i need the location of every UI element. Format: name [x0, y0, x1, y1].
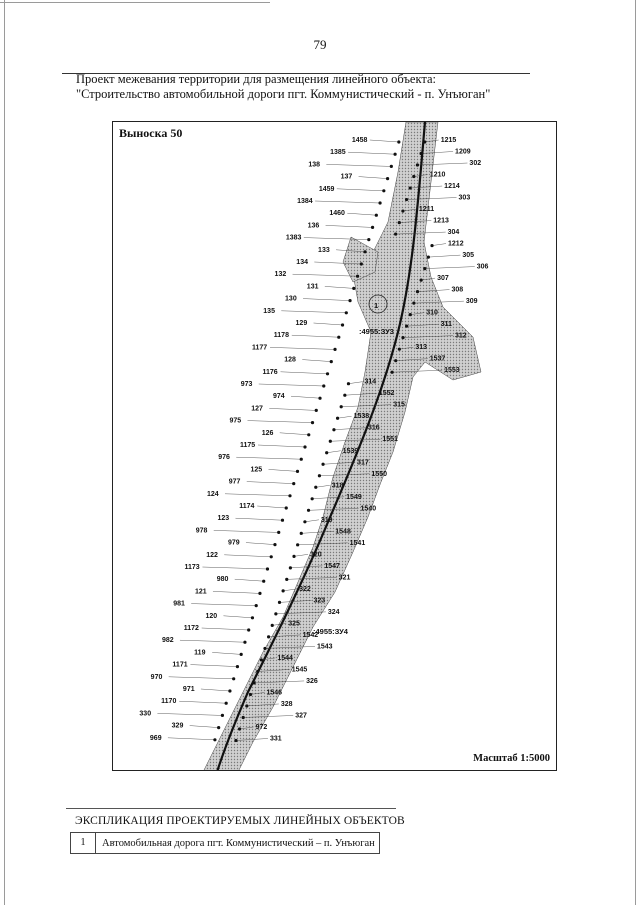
leader-line — [337, 189, 384, 191]
point-label-318: 318 — [331, 482, 344, 490]
leader-line — [236, 457, 301, 459]
boundary-point — [367, 238, 370, 241]
leader-line — [224, 555, 271, 557]
boundary-point — [398, 348, 401, 351]
point-label-1541: 1541 — [349, 539, 366, 547]
boundary-point — [258, 592, 261, 595]
boundary-point — [266, 567, 269, 570]
leader-line — [201, 689, 230, 691]
point-label-136: 136 — [307, 222, 320, 230]
boundary-point — [360, 262, 363, 265]
point-label-975: 975 — [229, 417, 242, 425]
leader-line — [303, 299, 350, 301]
point-label-1548: 1548 — [335, 528, 351, 536]
leader-line — [190, 665, 237, 667]
point-label-1171: 1171 — [172, 661, 188, 669]
leader-line — [214, 530, 279, 532]
leader-line — [180, 640, 245, 642]
leader-line — [325, 286, 354, 288]
point-label-327: 327 — [295, 712, 307, 720]
point-label-328: 328 — [280, 700, 293, 708]
boundary-point — [271, 624, 274, 627]
boundary-point — [277, 531, 280, 534]
boundary-point — [311, 497, 314, 500]
legend-row-text: Автомобильная дорога пгт. Коммунистический – п. Унъюган — [102, 837, 375, 849]
point-label-134: 134 — [296, 259, 308, 266]
boundary-point — [285, 578, 288, 581]
boundary-point — [236, 665, 239, 668]
leader-line — [169, 677, 234, 679]
boundary-point — [292, 555, 295, 558]
title-line-2: "Строительство автомобильной дороги пгт. Коммунистический - п. Унъюган" — [76, 87, 491, 101]
point-label-976: 976 — [218, 454, 230, 462]
point-label-324: 324 — [327, 608, 340, 616]
boundary-point — [427, 255, 430, 258]
point-label-1552: 1552 — [378, 390, 395, 398]
leader-line — [213, 591, 260, 593]
boundary-point — [375, 214, 378, 217]
boundary-point — [386, 177, 389, 180]
point-label-122: 122 — [206, 551, 218, 559]
boundary-point — [336, 417, 339, 420]
point-label-310: 310 — [426, 309, 438, 317]
point-label-1213: 1213 — [433, 217, 449, 225]
boundary-point — [423, 140, 426, 143]
boundary-point — [267, 635, 270, 638]
boundary-point — [401, 336, 404, 339]
leader-line — [235, 518, 282, 520]
leader-line — [258, 445, 305, 447]
point-label-1540: 1540 — [360, 505, 377, 513]
point-label-130: 130 — [285, 295, 297, 303]
boundary-point — [228, 689, 231, 692]
leader-line — [316, 485, 330, 487]
point-label-316: 316 — [367, 424, 380, 432]
leader-line — [305, 520, 319, 522]
leader-line — [269, 408, 316, 410]
boundary-point — [263, 647, 266, 650]
boundary-point — [352, 287, 355, 290]
leader-line — [291, 396, 320, 398]
legend-rule — [66, 808, 396, 809]
point-label-305: 305 — [462, 252, 475, 260]
boundary-point — [300, 532, 303, 535]
point-label-126: 126 — [261, 429, 274, 437]
point-label-135: 135 — [263, 307, 275, 315]
title-line-1: Проект межевания территории для размещения линейного объекта: — [76, 72, 436, 86]
boundary-point — [405, 198, 408, 201]
point-label-1544: 1544 — [277, 654, 293, 662]
boundary-point — [329, 440, 332, 443]
boundary-point — [213, 738, 216, 741]
point-label-1210: 1210 — [429, 171, 446, 179]
point-label-323: 323 — [313, 597, 326, 605]
scan-edge-left — [4, 0, 5, 905]
leader-line — [348, 152, 395, 154]
point-label-973: 973 — [240, 381, 253, 388]
leader-line — [191, 604, 256, 606]
boundary-point — [347, 382, 350, 385]
leader-line — [327, 451, 341, 453]
boundary-point — [416, 290, 419, 293]
boundary-point — [423, 267, 426, 270]
point-label-317: 317 — [357, 459, 369, 467]
boundary-point — [243, 641, 246, 644]
boundary-point — [363, 250, 366, 253]
point-label-1542: 1542 — [302, 631, 319, 639]
point-label-1547: 1547 — [324, 562, 340, 570]
boundary-point — [232, 677, 235, 680]
point-label-330: 330 — [139, 710, 152, 718]
point-label-131: 131 — [306, 283, 319, 291]
boundary-point — [371, 226, 374, 229]
boundary-point — [416, 163, 419, 166]
boundary-point — [242, 716, 245, 719]
point-label-1173: 1173 — [184, 564, 200, 571]
leader-line — [294, 554, 308, 556]
boundary-point — [249, 693, 252, 696]
point-label-1212: 1212 — [448, 240, 464, 248]
point-label-321: 321 — [338, 574, 351, 582]
boundary-point — [393, 153, 396, 156]
point-label-1553: 1553 — [444, 367, 460, 375]
boundary-point — [318, 397, 321, 400]
point-label-1460: 1460 — [329, 210, 345, 218]
point-label-325: 325 — [288, 620, 300, 628]
point-label-1174: 1174 — [239, 503, 255, 510]
boundary-point — [282, 589, 285, 592]
boundary-point — [315, 409, 318, 412]
point-label-311: 311 — [440, 321, 452, 329]
boundary-point — [348, 299, 351, 302]
boundary-point — [390, 371, 393, 374]
point-label-978: 978 — [195, 527, 208, 535]
boundary-point — [345, 311, 348, 314]
point-label-1543: 1543 — [316, 643, 333, 651]
leader-line — [370, 140, 399, 142]
boundary-point — [420, 279, 423, 282]
cadastral-label-zu4: :4955:ЗУ4 — [313, 627, 348, 636]
leader-line — [202, 628, 249, 630]
leader-line — [338, 416, 352, 418]
point-label-127: 127 — [251, 405, 263, 413]
boundary-point — [260, 658, 263, 661]
point-label-1537: 1537 — [429, 355, 446, 363]
document-title — [76, 72, 576, 102]
point-label-1549: 1549 — [346, 493, 362, 501]
leader-line — [179, 701, 226, 703]
boundary-point — [245, 704, 248, 707]
parcel-marker-number: 1 — [374, 301, 379, 310]
legend-row-number: 1 — [71, 833, 96, 853]
leader-line — [259, 384, 324, 386]
point-labels-layer — [139, 137, 488, 742]
legend-row — [70, 832, 380, 854]
boundary-point — [303, 445, 306, 448]
boundary-point — [314, 486, 317, 489]
boundary-point — [307, 433, 310, 436]
boundary-point — [238, 727, 241, 730]
point-label-1170: 1170 — [161, 698, 177, 706]
point-label-326: 326 — [306, 677, 318, 685]
boundary-point — [412, 175, 415, 178]
leader-line — [212, 652, 241, 654]
point-label-1538: 1538 — [353, 413, 370, 421]
boundary-point — [255, 604, 258, 607]
point-label-120: 120 — [205, 612, 218, 620]
boundary-point — [296, 543, 299, 546]
boundary-point — [285, 506, 288, 509]
point-label-971: 971 — [182, 686, 195, 693]
point-label-308: 308 — [451, 286, 464, 294]
leader-line — [157, 713, 222, 715]
point-label-320: 320 — [310, 551, 322, 559]
point-label-128: 128 — [284, 356, 296, 364]
legend-title: ЭКСПЛИКАЦИЯ ПРОЕКТИРУЕМЫХ ЛИНЕЙНЫХ ОБЪЕКТОВ — [75, 815, 405, 827]
point-label-313: 313 — [415, 344, 428, 352]
point-label-1214: 1214 — [444, 183, 460, 191]
boundary-point — [405, 325, 408, 328]
leader-line — [292, 335, 339, 337]
page-number: 79 — [313, 37, 327, 52]
boundary-point — [303, 520, 306, 523]
point-label-1215: 1215 — [440, 137, 457, 144]
boundary-point — [397, 140, 400, 143]
point-label-1385: 1385 — [330, 149, 346, 157]
boundary-point — [288, 494, 291, 497]
point-label-309: 309 — [465, 298, 478, 306]
boundary-point — [278, 601, 281, 604]
boundary-point — [322, 384, 325, 387]
point-label-1384: 1384 — [297, 198, 313, 205]
point-label-123: 123 — [217, 515, 230, 523]
boundary-point — [394, 359, 397, 362]
point-label-302: 302 — [469, 160, 482, 168]
boundary-point — [419, 152, 422, 155]
boundary-point — [330, 360, 333, 363]
boundary-point — [401, 209, 404, 212]
leader-line — [326, 164, 391, 166]
map-callout-frame — [112, 121, 557, 771]
point-label-1175: 1175 — [240, 442, 256, 449]
leader-line — [281, 372, 328, 374]
leader-line — [302, 360, 331, 362]
boundary-point — [318, 474, 321, 477]
point-label-322: 322 — [299, 585, 311, 593]
leader-line — [348, 382, 362, 384]
boundary-point — [337, 336, 340, 339]
leader-line — [168, 738, 215, 740]
boundary-point — [311, 421, 314, 424]
boundary-point — [270, 555, 273, 558]
boundary-point — [390, 165, 393, 168]
point-label-138: 138 — [308, 161, 321, 169]
boundary-point — [274, 612, 277, 615]
boundary-point — [325, 451, 328, 454]
point-label-315: 315 — [393, 401, 405, 409]
point-label-314: 314 — [364, 378, 377, 386]
point-label-979: 979 — [227, 539, 240, 547]
boundary-point — [378, 201, 381, 204]
boundary-point — [382, 189, 385, 192]
point-label-307: 307 — [437, 275, 449, 283]
boundary-point — [307, 509, 310, 512]
boundary-point — [341, 323, 344, 326]
leader-line — [347, 213, 376, 215]
point-label-1172: 1172 — [183, 625, 199, 632]
boundary-point — [394, 232, 397, 235]
point-label-137: 137 — [340, 173, 353, 181]
boundary-point — [326, 372, 329, 375]
leader-line — [359, 177, 388, 179]
leader-line — [202, 567, 267, 569]
point-label-1459: 1459 — [318, 185, 335, 193]
point-label-982: 982 — [161, 637, 174, 645]
point-label-977: 977 — [228, 478, 241, 486]
point-label-974: 974 — [273, 393, 285, 401]
leader-line — [326, 225, 373, 227]
leader-line — [268, 469, 297, 471]
boundary-point — [289, 566, 292, 569]
scan-edge-right — [635, 0, 636, 905]
point-label-1177: 1177 — [252, 344, 268, 352]
point-label-1550: 1550 — [371, 470, 388, 478]
point-label-1176: 1176 — [262, 368, 278, 376]
point-label-133: 133 — [318, 246, 330, 254]
boundary-point — [321, 463, 324, 466]
boundary-point — [292, 482, 295, 485]
boundary-point — [262, 580, 265, 583]
point-label-1383: 1383 — [285, 234, 302, 242]
point-label-1545: 1545 — [291, 666, 308, 674]
boundary-point — [256, 670, 259, 673]
point-label-1539: 1539 — [342, 447, 359, 455]
boundary-point — [252, 681, 255, 684]
point-label-129: 129 — [295, 320, 308, 327]
point-label-1211: 1211 — [418, 206, 435, 214]
map-scale: Масштаб 1:5000 — [473, 753, 550, 764]
point-label-969: 969 — [149, 734, 162, 742]
point-label-121: 121 — [194, 588, 207, 596]
boundary-point — [356, 275, 359, 278]
leader-line — [425, 267, 475, 269]
leader-line — [248, 421, 313, 423]
boundary-point — [333, 348, 336, 351]
point-label-1209: 1209 — [455, 148, 471, 156]
leader-line — [432, 244, 446, 246]
boundary-point — [430, 244, 433, 247]
boundary-point — [281, 519, 284, 522]
cadastral-label-zu3: :4955:ЗУ3 — [359, 327, 394, 336]
point-label-306: 306 — [476, 263, 489, 271]
callout-title: Выноска 50 — [119, 126, 183, 140]
leader-line — [223, 616, 252, 618]
point-label-304: 304 — [447, 229, 460, 237]
boundary-point — [251, 616, 254, 619]
leader-line — [235, 579, 264, 581]
leader-line — [314, 323, 343, 325]
point-label-329: 329 — [171, 722, 184, 730]
boundary-point — [398, 221, 401, 224]
leader-line — [247, 482, 294, 484]
point-label-303: 303 — [458, 194, 471, 202]
point-label-331: 331 — [269, 735, 282, 743]
boundary-point — [412, 302, 415, 305]
point-label-970: 970 — [150, 673, 163, 681]
survey-map — [113, 122, 557, 771]
boundary-point — [332, 428, 335, 431]
boundary-point — [240, 653, 243, 656]
point-label-132: 132 — [274, 271, 287, 279]
point-label-1458: 1458 — [351, 137, 368, 144]
leader-line — [281, 311, 346, 313]
boundary-point — [300, 458, 303, 461]
boundary-point — [225, 702, 228, 705]
point-label-972: 972 — [255, 723, 268, 731]
scan-edge-top — [0, 2, 270, 3]
leader-line — [315, 201, 380, 203]
point-label-124: 124 — [206, 490, 219, 498]
leader-line — [257, 506, 286, 508]
point-label-119: 119 — [194, 649, 206, 657]
point-label-312: 312 — [454, 332, 467, 340]
leader-line — [190, 726, 219, 728]
leader-line — [246, 543, 275, 545]
boundary-point — [217, 726, 220, 729]
point-label-981: 981 — [173, 600, 185, 608]
point-label-125: 125 — [250, 466, 263, 474]
leader-line — [280, 433, 309, 435]
leader-line — [428, 255, 460, 257]
boundary-point — [409, 313, 412, 316]
point-label-1546: 1546 — [266, 689, 283, 697]
boundary-point — [247, 628, 250, 631]
boundary-point — [296, 470, 299, 473]
point-label-319: 319 — [320, 516, 333, 524]
boundary-point — [234, 739, 237, 742]
boundary-point — [340, 405, 343, 408]
leader-line — [293, 274, 358, 276]
boundary-point — [273, 543, 276, 546]
boundary-point — [343, 394, 346, 397]
point-label-1178: 1178 — [273, 332, 289, 340]
leader-line — [225, 494, 290, 496]
point-label-980: 980 — [216, 576, 229, 584]
boundary-point — [409, 186, 412, 189]
point-label-1551: 1551 — [382, 436, 398, 444]
boundary-point — [221, 714, 224, 717]
leader-line — [304, 238, 369, 240]
leader-line — [270, 347, 335, 349]
